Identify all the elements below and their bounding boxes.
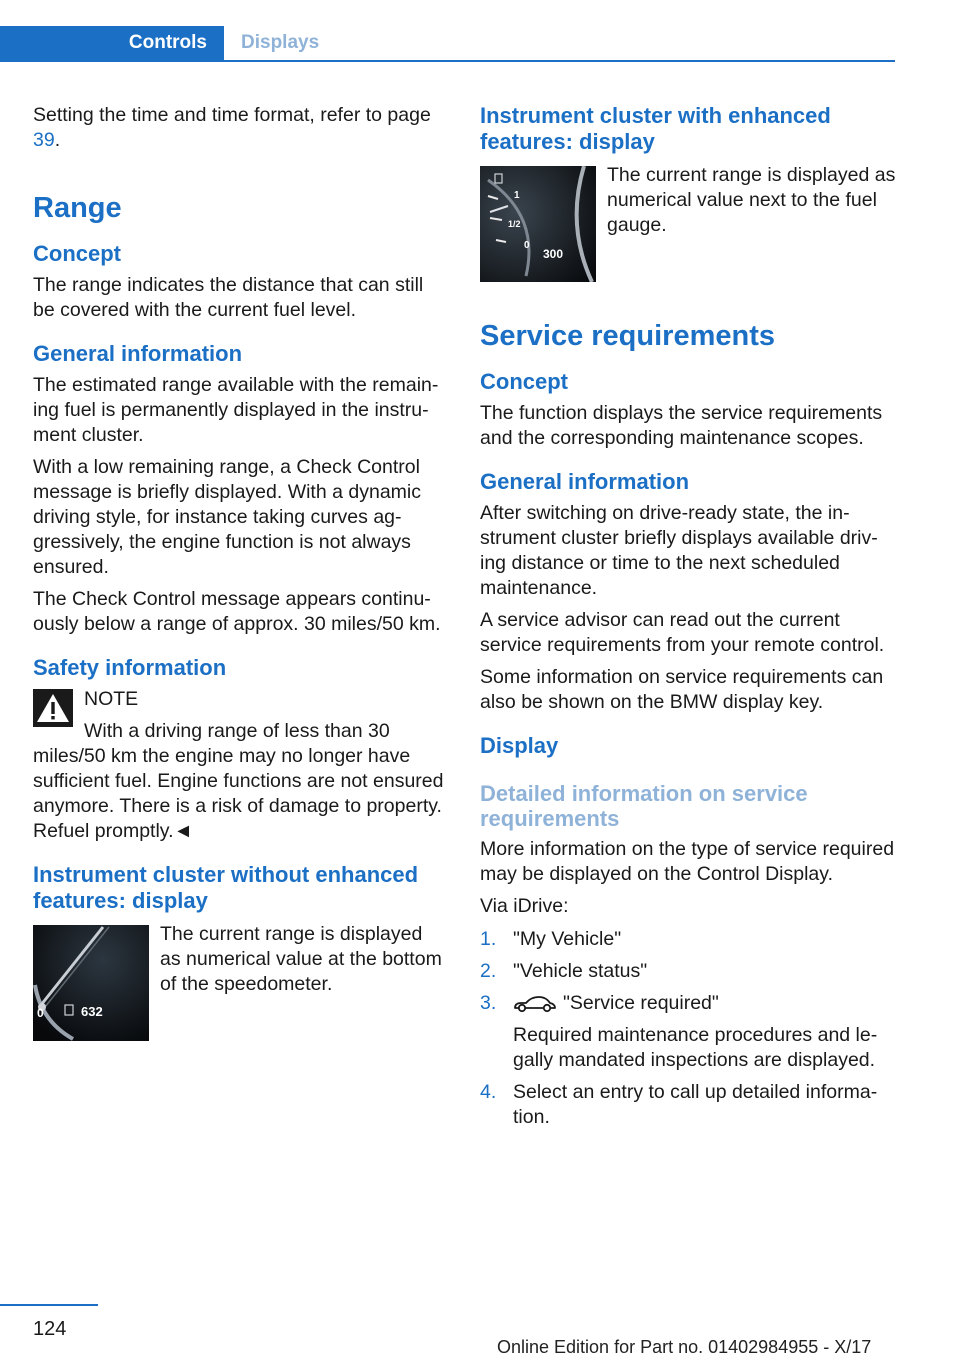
heading-cluster-with-enhanced: Instrument cluster with enhanced features: display [480,103,831,154]
left-column [33,103,448,1042]
fuel-gauge-image [480,166,596,282]
heading-display: Display [480,733,559,758]
general-paragraph-1: The estimated range available with the remaining fuel is permanently displayed in the instrument cluster. [33,374,439,446]
heading-range: Range [33,192,122,224]
edition-text: Online Edition for Part no. 01402984955 - X/17 [497,1337,872,1357]
list-item [480,959,896,984]
without-text: The current range is displayed as numerical value at the bottom of the speedometer. [160,923,442,995]
step-number: 2. [480,960,497,982]
heading-service-general: General information [480,469,690,494]
note-label: NOTE [84,688,139,710]
svg-text:0: 0 [37,1006,44,1020]
step-number: 4. [480,1081,497,1103]
section-tabs [0,26,895,62]
step-number: 1. [480,928,497,950]
figure-row-without [33,922,448,1042]
svg-text:0: 0 [524,240,530,251]
heading-service-requirements: Service requirements [480,320,775,352]
service-general-paragraph-1: After switching on drive-ready state, the instrument cluster briefly displays available driving distance or time to the next scheduled maintenance. [480,502,878,599]
heading-concept: Concept [33,241,121,266]
figure-row-with [480,163,896,283]
idrive-steps [480,927,896,1130]
with-text: The current range is displayed as numerical value next to the fuel gauge. [607,164,896,236]
svg-text:1/2: 1/2 [508,219,521,229]
step-text[interactable]: "Vehicle status" [513,960,648,982]
svg-text:632: 632 [81,1004,103,1019]
note-text: With a driving range of less than 30 miles/50 km the engine may no longer have sufficient fuel. Engine functions are not ensured anymore. There is a risk of damage to property. Refuel promptly.◄ [33,720,444,842]
step-subtext: Required maintenance procedures and legally mandated inspections are displayed. [513,1024,878,1071]
svg-text:300: 300 [543,247,564,261]
list-item [480,991,896,1073]
svg-text:1: 1 [514,190,520,201]
safety-note [33,687,448,844]
car-service-icon [513,994,557,1014]
intro-paragraph: Setting the time and time format, refer to page 39. [33,104,431,151]
step-text[interactable]: "Service required" [563,992,719,1014]
speedometer-range-image [33,925,149,1041]
heading-general-information: General information [33,341,243,366]
service-concept-text: The function displays the service requirements and the corresponding maintenance scopes. [480,402,883,449]
step-text: Select an entry to call up detailed information. [513,1081,878,1128]
service-general-paragraph-3: Some information on service requirements can also be shown on the BMW display key. [480,666,884,713]
via-idrive: Via iDrive: [480,895,569,917]
step-number: 3. [480,992,497,1014]
tab-controls[interactable]: Controls [0,26,224,60]
heading-detailed-information: Detailed information on service requirements [480,781,808,831]
footer-divider [0,1304,98,1306]
heading-cluster-without-enhanced: Instrument cluster without enhanced features: display [33,862,419,913]
page-number: 124 [33,1318,67,1340]
general-paragraph-2: With a low remaining range, a Check Control message is briefly displayed. With a dynamic driving style, for instance taking curves aggressively, the engine function is not always ensured. [33,456,421,578]
general-paragraph-3: The Check Control message appears continuously below a range of approx. 30 miles/50 km. [33,588,441,635]
tab-displays[interactable]: Displays [241,32,320,53]
tab-divider [0,60,895,62]
page-link[interactable]: 39 [33,129,55,151]
service-general-paragraph-2: A service advisor can read out the current service requirements from your remote control. [480,609,885,656]
warning-triangle-icon [33,689,73,727]
list-item [480,1080,896,1130]
right-column [480,103,896,1137]
concept-text: The range indicates the distance that can still be covered with the current fuel level. [33,274,424,321]
step-text[interactable]: "My Vehicle" [513,928,622,950]
list-item [480,927,896,952]
heading-safety-information: Safety information [33,655,227,680]
detailed-text: More information on the type of service required may be displayed on the Control Display. [480,838,895,885]
heading-service-concept: Concept [480,369,568,394]
